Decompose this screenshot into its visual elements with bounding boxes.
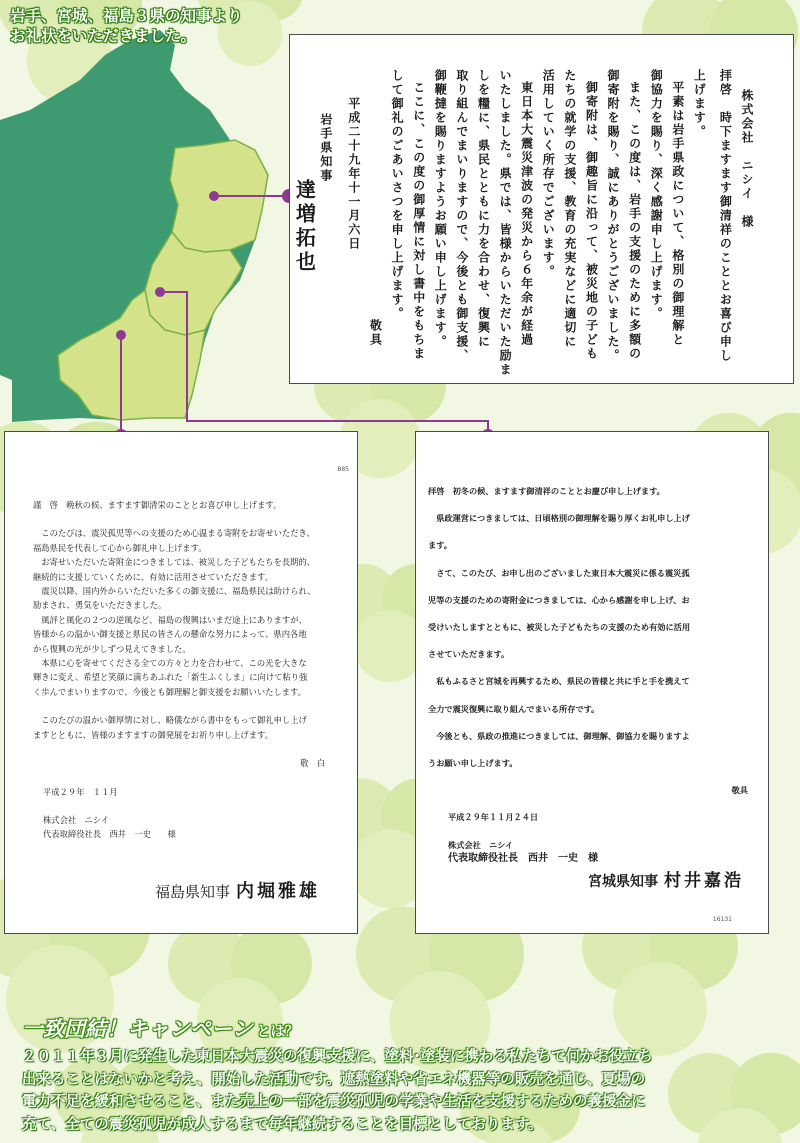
iwate-governor-letter	[289, 34, 794, 384]
letter-column: ここに、この度の御厚情に対し書中をもちま	[411, 81, 426, 361]
letter-column: たちの就学の支援、教育の充実などに適切に	[562, 69, 577, 349]
letter-paragraph: このたびは、震災孤児等への支援のため心温まる寄附をお寄せいただき、	[33, 528, 315, 539]
letter-column: 御寄附を賜り、誠にありがとうございました。	[606, 69, 621, 363]
letter-column: 拝啓 時下ますます御清祥のこととお喜び申し	[718, 69, 733, 363]
campaign-description	[22, 1046, 784, 1136]
iwate-signature: 達増拓也	[292, 179, 317, 275]
iwate-letter-columns	[289, 69, 757, 377]
signature-name: 内堀雅雄	[236, 881, 321, 902]
letter-paragraph: から復興の光が少しずつ見えてきました。	[33, 643, 191, 654]
letter-paragraph: 謹 啓 晩秋の候、ますます御清栄のこととお喜び申し上げます。	[33, 500, 282, 510]
letter-paragraph: 福島県民を代表して心から御礼申し上げます。	[33, 542, 207, 553]
letter-column: 敬具	[368, 319, 383, 347]
letter-column: しを糧に、県民とともに力を合わせ、復興に	[476, 69, 491, 349]
letter-paragraph: 児等の支援のための寄附金につきましては、心から感謝を申し上げ、お	[428, 594, 690, 605]
letter-column: いたしました。県では、皆様からいただいた励ま	[498, 69, 513, 377]
letter-paragraph: させていただきます。	[428, 649, 510, 660]
letter-column: 上げます。	[692, 69, 707, 139]
signature-name: 村井嘉浩	[664, 871, 744, 891]
letter-column: 御鞭撻を賜りますようお願い申し上げます。	[433, 69, 448, 349]
campaign-line: 出来ることはないかと考え、開始した活動です。遮熱塗料や省エネ機器等の販売を通じ、夏場の	[22, 1071, 646, 1088]
letter-column: 活用していく所存でございます。	[541, 69, 556, 279]
letter-closing: 敬具	[731, 785, 748, 796]
miyagi-connector-dot	[155, 287, 165, 297]
campaign-name: 一致団結！キャンペーン	[22, 1017, 253, 1041]
letter-paragraph: ますとともに、皆様のますますの御発展をお祈り申し上げます。	[33, 729, 273, 740]
campaign-title-suffix: とは？	[256, 1024, 299, 1040]
campaign-line: 充て、全ての震災孤児が成人するまで毎年継続することを目標としております。	[22, 1116, 543, 1133]
letter-paragraph: 私もふるさと宮城を再興するため、県民の皆様と共に手と手を携えて	[428, 676, 690, 687]
letter-paragraph: 風評と風化の２つの逆風など、福島の復興はいまだ途上にありますが、	[33, 614, 307, 625]
recipient-person: 代表取締役社長 西井 一史 様	[43, 829, 176, 840]
recipient-person: 代表取締役社長 西井 一史 様	[448, 852, 598, 864]
heading-line-2: お礼状をいただきました。	[10, 27, 197, 45]
letter-column: 御寄附は、御趣旨に沿って、被災地の子ども	[584, 81, 599, 361]
fukushima-letter-body	[33, 498, 341, 842]
letter-paragraph: 本県に心を寄せてくださる全ての方々と力を合わせて、この光を大きな	[33, 658, 307, 669]
page-heading	[10, 6, 243, 46]
letter-paragraph: 励まされ、勇気をいただきました。	[33, 600, 167, 611]
letter-paragraph: 今後とも、県政の推進につきましては、御理解、御協力を賜りますよ	[428, 730, 690, 741]
letter-paragraph: 全力で震災復興に取り組んでまいる所存です。	[428, 703, 600, 714]
letter-paragraph: このたびの温かい御厚情に対し、略儀ながら書中をもって御礼申し上げ	[33, 715, 307, 726]
letter-paragraph: 継続的に支援していくために、有効に活用させていただきます。	[33, 571, 273, 582]
iwate-connector-dot	[209, 191, 219, 201]
letter-paragraph: お寄せいただいた寄附金につきましては、被災した子どもたちを長期的、	[33, 557, 315, 568]
campaign-title	[22, 1013, 299, 1043]
letter-column: 取り組んでまいりますので、今後とも御支援、	[454, 69, 469, 363]
campaign-line: ２０１１年３月に発生した東日本大震災の復興支援に、塗料･塗装に携わる私たちで何かお役立ち	[22, 1049, 653, 1065]
letter-column: 平成二十九年十一月六日	[346, 97, 361, 251]
fukushima-signature	[155, 877, 320, 903]
signature-title: 宮城県知事	[588, 874, 658, 890]
letter-paragraph: 震災以降、国内外からいただいた多くの御支援に、福島県民は助けられ、	[33, 586, 316, 597]
letter-column: して御礼のごあいさつを申し上げます。	[390, 69, 405, 321]
signature-title: 福島県知事	[155, 883, 231, 901]
letter-column: 東日本大震災津波の発災から６年余が経過	[519, 81, 534, 347]
letter-paragraph: 受けいたしますとともに、被災した子どもたちの支援のため有効に活用	[428, 622, 691, 633]
fukushima-connector-dot	[116, 330, 126, 340]
letter-paragraph: 拝啓 初冬の候、ますます御清祥のこととお慶び申し上げます。	[428, 486, 665, 496]
letter-paragraph: 皆様からの温かい御支援と県民の皆さんの懸命な努力によって、県内各地	[33, 629, 307, 640]
miyagi-signature	[588, 866, 744, 891]
page-number: 885	[337, 466, 349, 473]
letter-column: 株式会社 ニシイ 様	[740, 89, 754, 229]
letter-closing: 敬 白	[300, 758, 325, 769]
letter-date: 平成２９年１１月２４日	[448, 812, 539, 823]
letter-paragraph: 輝きに変え、希望と笑顔に満ちあふれた「新生ふくしま」に向けて粘り強	[33, 672, 308, 683]
letter-column: 岩手県知事	[318, 113, 333, 183]
miyagi-governor-letter	[415, 431, 769, 934]
letter-date: 平成２９年 １１月	[43, 786, 118, 797]
fukushima-governor-letter	[4, 431, 358, 934]
letter-column: 御協力を賜り、深く感謝申し上げます。	[649, 69, 664, 321]
letter-column: 平素は岩手県政について、格別の御理解と	[670, 81, 685, 347]
letter-paragraph: さて、このたび、お申し出のございました東日本大震災に係る震災孤	[428, 567, 690, 578]
letter-column: また、この度は、岩手の支援のために多額の	[627, 81, 642, 361]
recipient-company: 株式会社 ニシイ	[43, 814, 109, 825]
letter-paragraph: ます。	[428, 540, 452, 551]
miyagi-letter-body	[428, 484, 762, 866]
letter-paragraph: 県政運営につきましては、日頃格別の御理解を賜り厚くお礼申し上げ	[428, 513, 690, 524]
letter-paragraph: うお願い申し上げます。	[428, 758, 518, 769]
heading-line-1: 岩手、宮城、福島３県の知事より	[10, 7, 243, 25]
page-number: 16131	[712, 916, 732, 923]
letter-paragraph: く歩んでまいりますので、今後とも御理解と御支援をお願いいたします。	[33, 686, 306, 697]
recipient-company: 株式会社 ニシイ	[448, 839, 514, 850]
campaign-line: 電力不足を緩和させること、また売上の一部を震災孤児の学業や生活を支援するための義援金に	[22, 1094, 646, 1110]
